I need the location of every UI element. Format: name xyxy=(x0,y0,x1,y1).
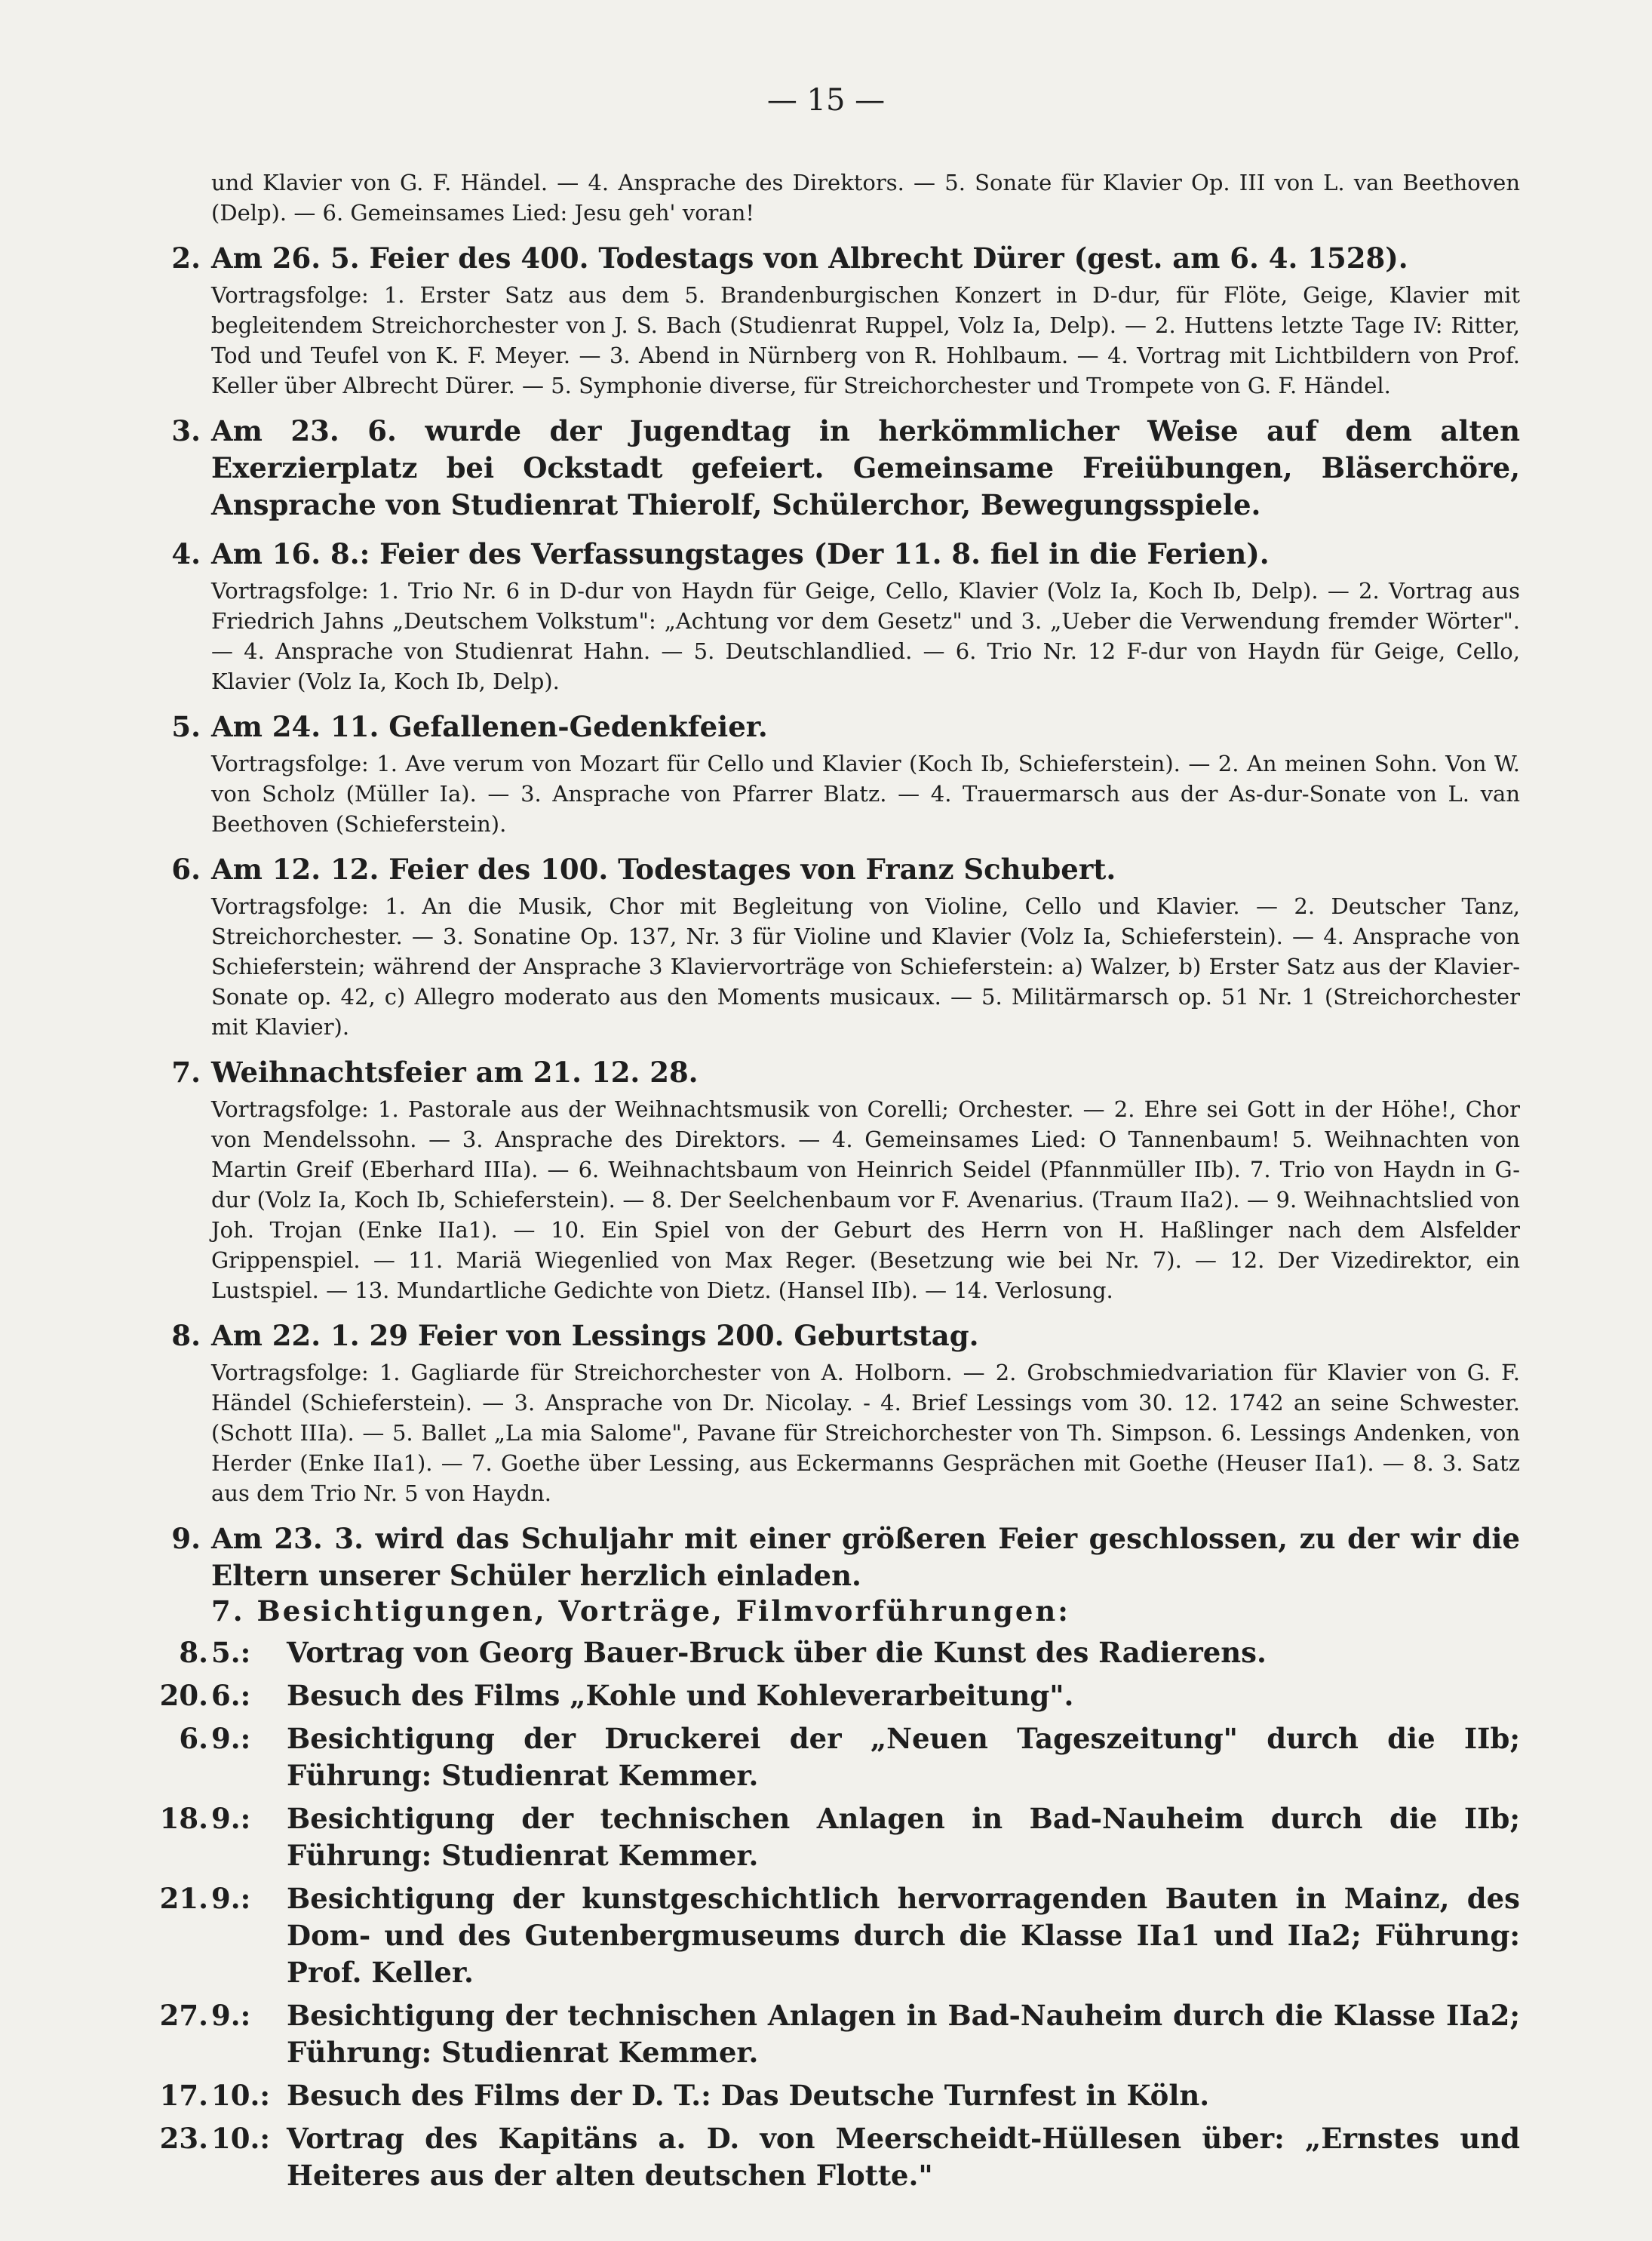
visit-item xyxy=(128,1880,1520,1991)
event-program: Vortragsfolge: 1. An die Musik, Chor mit Begleitung von Violine, Cello und Klavier. — 2. Deutscher Tanz, Streichorchester. — 3. Sonatine Op. 137, Nr. 3 für Violine und Klavier (Volz Ia, Schieferstein). — 4. Ansprache von Schieferstein; während der Ansprache 3 Klaviervorträge von Schieferstein: a) Walzer, b) Erster Satz aus der Klavier-Sonate op. 42, c) Allegro moderato aus den Moments musicaux. — 5. Militärmarsch op. 51 Nr. 1 (Streichorchester mit Klavier). xyxy=(211,893,1520,1040)
event-program: Vortragsfolge: 1. Pastorale aus der Weihnachtsmusik von Corelli; Orchester. — 2. Ehre sei Gott in der Höhe!, Chor von Mendelssohn. — 3. Ansprache des Direktors. — 4. Gemeinsames Lied: O Tannenbaum! 5. Weihnachten von Martin Greif (Eberhard IIIa). — 6. Weihnachtsbaum von Heinrich Seidel (Pfannmüller IIb). 7. Trio von Haydn in G-dur (Volz Ia, Koch Ib, Schieferstein). — 8. Der Seelchenbaum vor F. Avenarius. (Traum IIa2). — 9. Weihnachtslied von Joh. Trojan (Enke IIa1). — 10. Ein Spiel von der Geburt des Herrn von H. Haßlinger nach dem Alsfelder Grippenspiel. — 11. Mariä Wiegenlied von Max Reger. (Besetzung wie bei Nr. 7). — 12. Der Vizedirektor, ein Lustspiel. — 13. Mundartliche Gedichte von Dietz. (Hansel IIb). — 14. Verlosung. xyxy=(211,1096,1520,1303)
visit-item xyxy=(128,1677,1520,1714)
event-list xyxy=(128,240,1520,1594)
event-item xyxy=(128,413,1520,524)
visit-month: 9.: xyxy=(211,1802,251,1835)
event-number: 8. xyxy=(171,1319,201,1352)
visit-text: Besichtigung der technischen Anlagen in Bad-Nauheim durch die IIb; Führung: Studienrat Kemmer. xyxy=(287,1802,1520,1872)
visit-item xyxy=(128,1800,1520,1874)
event-program: Vortragsfolge: 1. Gagliarde für Streichorchester von A. Holborn. — 2. Grobschmiedvariation für Klavier von G. F. Händel (Schieferstein). — 3. Ansprache von Dr. Nicolay. - 4. Brief Lessings vom 30. 12. 1742 an seine Schwester. (Schott IIIa). — 5. Ballet „La mia Salome", Pavane für Streichorchester von Th. Simpson. 6. Lessings Andenken, von Herder (Enke IIa1). — 7. Goethe über Lessing, aus Eckermanns Gesprächen mit Goethe (Heuser IIa1). — 8. 3. Satz aus dem Trio Nr. 5 von Haydn. xyxy=(211,1360,1520,1506)
event-number: 9. xyxy=(171,1522,201,1555)
visit-day: 21. xyxy=(159,1882,208,1915)
visit-day: 8. xyxy=(179,1636,208,1669)
visit-text: Vortrag von Georg Bauer-Bruck über die Kunst des Radierens. xyxy=(287,1636,1267,1669)
event-item xyxy=(128,709,1520,839)
event-title: Am 23. 6. wurde der Jugendtag in herkömmlicher Weise auf dem alten Exerzierplatz bei Ockstadt gefeiert. Gemeinsame Freiübungen, Bläserchöre, Ansprache von Studienrat Thierolf, Schülerchor, Bewegungsspiele. xyxy=(211,414,1520,521)
event-title: Am 24. 11. Gefallenen-Gedenkfeier. xyxy=(211,710,768,743)
event-item xyxy=(128,1520,1520,1594)
visit-item xyxy=(128,1634,1520,1671)
event-heading xyxy=(128,851,1520,888)
event-title: Am 16. 8.: Feier des Verfassungstages (Der 11. 8. fiel in die Ferien). xyxy=(211,537,1270,570)
event-number: 7. xyxy=(171,1056,201,1089)
event-heading xyxy=(128,709,1520,745)
event-heading xyxy=(128,413,1520,524)
visit-month: 6.: xyxy=(211,1679,251,1712)
visit-text: Besichtigung der technischen Anlagen in Bad-Nauheim durch die Klasse IIa2; Führung: Studienrat Kemmer. xyxy=(287,1999,1520,2069)
preamble-text: und Klavier von G. F. Händel. — 4. Ansprache des Direktors. — 5. Sonate für Klavier Op. III von L. van Beethoven (Delp). — 6. Gemeinsames Lied: Jesu geh' voran! xyxy=(211,170,1520,226)
event-program: Vortragsfolge: 1. Erster Satz aus dem 5. Brandenburgischen Konzert in D-dur, für Flöte, Geige, Klavier mit begleitendem Streichorchester von J. S. Bach (Studienrat Ruppel, Volz Ia, Delp). — 2. Huttens letzte Tage IV: Ritter, Tod und Teufel von K. F. Meyer. — 3. Abend in Nürnberg von R. Hohlbaum. — 4. Vortrag mit Lichtbildern von Prof. Keller über Albrecht Dürer. — 5. Symphonie diverse, für Streichorchester und Trompete von G. F. Händel. xyxy=(211,282,1520,398)
visit-day: 17. xyxy=(159,2079,208,2112)
visit-item xyxy=(128,1997,1520,2071)
visit-day: 23. xyxy=(159,2122,208,2155)
event-program: Vortragsfolge: 1. Ave verum von Mozart für Cello und Klavier (Koch Ib, Schieferstein). — 2. An meinen Sohn. Von W. von Scholz (Müller Ia). — 3. Ansprache von Pfarrer Blatz. — 4. Trauermarsch aus der As-dur-Sonate von L. van Beethoven (Schieferstein). xyxy=(211,751,1520,837)
visit-text: Besuch des Films „Kohle und Kohleverarbeitung". xyxy=(287,1679,1074,1712)
visits-section xyxy=(128,1592,1520,2200)
event-title: Weihnachtsfeier am 21. 12. 28. xyxy=(211,1056,699,1089)
event-heading xyxy=(128,536,1520,573)
visit-list xyxy=(128,1634,1520,2194)
visit-text: Vortrag des Kapitäns a. D. von Meerscheidt-Hüllesen über: „Ernstes und Heiteres aus der alten deutschen Flotte." xyxy=(287,2122,1520,2192)
visit-day: 6. xyxy=(179,1722,208,1755)
event-number: 3. xyxy=(171,414,201,447)
event-item xyxy=(128,1317,1520,1508)
event-program: Vortragsfolge: 1. Trio Nr. 6 in D-dur von Haydn für Geige, Cello, Klavier (Volz Ia, Koch Ib, Delp). — 2. Vortrag aus Friedrich Jahns „Deutschem Volkstum": „Achtung vor dem Gesetz" und 3. „Ueber die Verwendung fremder Wörter". — 4. Ansprache von Studienrat Hahn. — 5. Deutschlandlied. — 6. Trio Nr. 12 F-dur von Haydn für Geige, Cello, Klavier (Volz Ia, Koch Ib, Delp). xyxy=(211,578,1520,694)
visit-month: 9.: xyxy=(211,1722,251,1755)
event-item xyxy=(128,1054,1520,1305)
visits-heading: 7. Besichtigungen, Vorträge, Filmvorführungen: xyxy=(211,1594,1070,1628)
event-title: Am 23. 3. wird das Schuljahr mit einer größeren Feier geschlossen, zu der wir die Eltern unserer Schüler herzlich einladen. xyxy=(211,1522,1520,1592)
celebrations-section xyxy=(128,168,1520,1594)
visit-month: 9.: xyxy=(211,1882,251,1915)
visit-month: 9.: xyxy=(211,1999,251,2032)
visit-item xyxy=(128,2077,1520,2114)
visit-day: 27. xyxy=(159,1999,208,2032)
event-heading xyxy=(128,1520,1520,1594)
visit-text: Besichtigung der Druckerei der „Neuen Tageszeitung" durch die IIb; Führung: Studienrat Kemmer. xyxy=(287,1722,1520,1792)
event-title: Am 12. 12. Feier des 100. Todestages von Franz Schubert. xyxy=(211,853,1116,886)
visit-item xyxy=(128,1720,1520,1794)
event-number: 6. xyxy=(171,853,201,886)
page-number: — 15 — xyxy=(766,83,886,118)
visit-item xyxy=(128,2120,1520,2194)
event-title: Am 26. 5. Feier des 400. Todestags von Albrecht Dürer (gest. am 6. 4. 1528). xyxy=(211,241,1408,275)
visit-day: 18. xyxy=(159,1802,208,1835)
event-item xyxy=(128,851,1520,1042)
visit-month: 10.: xyxy=(211,2122,271,2155)
event-heading xyxy=(128,240,1520,277)
event-heading xyxy=(128,1054,1520,1091)
visit-day: 20. xyxy=(159,1679,208,1712)
event-number: 4. xyxy=(171,537,201,570)
visit-text: Besuch des Films der D. T.: Das Deutsche Turnfest in Köln. xyxy=(287,2079,1210,2112)
visit-month: 5.: xyxy=(211,1636,251,1669)
event-number: 2. xyxy=(171,241,201,275)
visit-month: 10.: xyxy=(211,2079,271,2112)
event-title: Am 22. 1. 29 Feier von Lessings 200. Geburtstag. xyxy=(211,1319,979,1352)
event-number: 5. xyxy=(171,710,201,743)
event-item xyxy=(128,536,1520,696)
event-item xyxy=(128,240,1520,401)
visit-text: Besichtigung der kunstgeschichtlich hervorragenden Bauten in Mainz, des Dom- und des Gutenbergmuseums durch die Klasse IIa1 und IIa2; Führung: Prof. Keller. xyxy=(287,1882,1520,1989)
event-heading xyxy=(128,1317,1520,1354)
